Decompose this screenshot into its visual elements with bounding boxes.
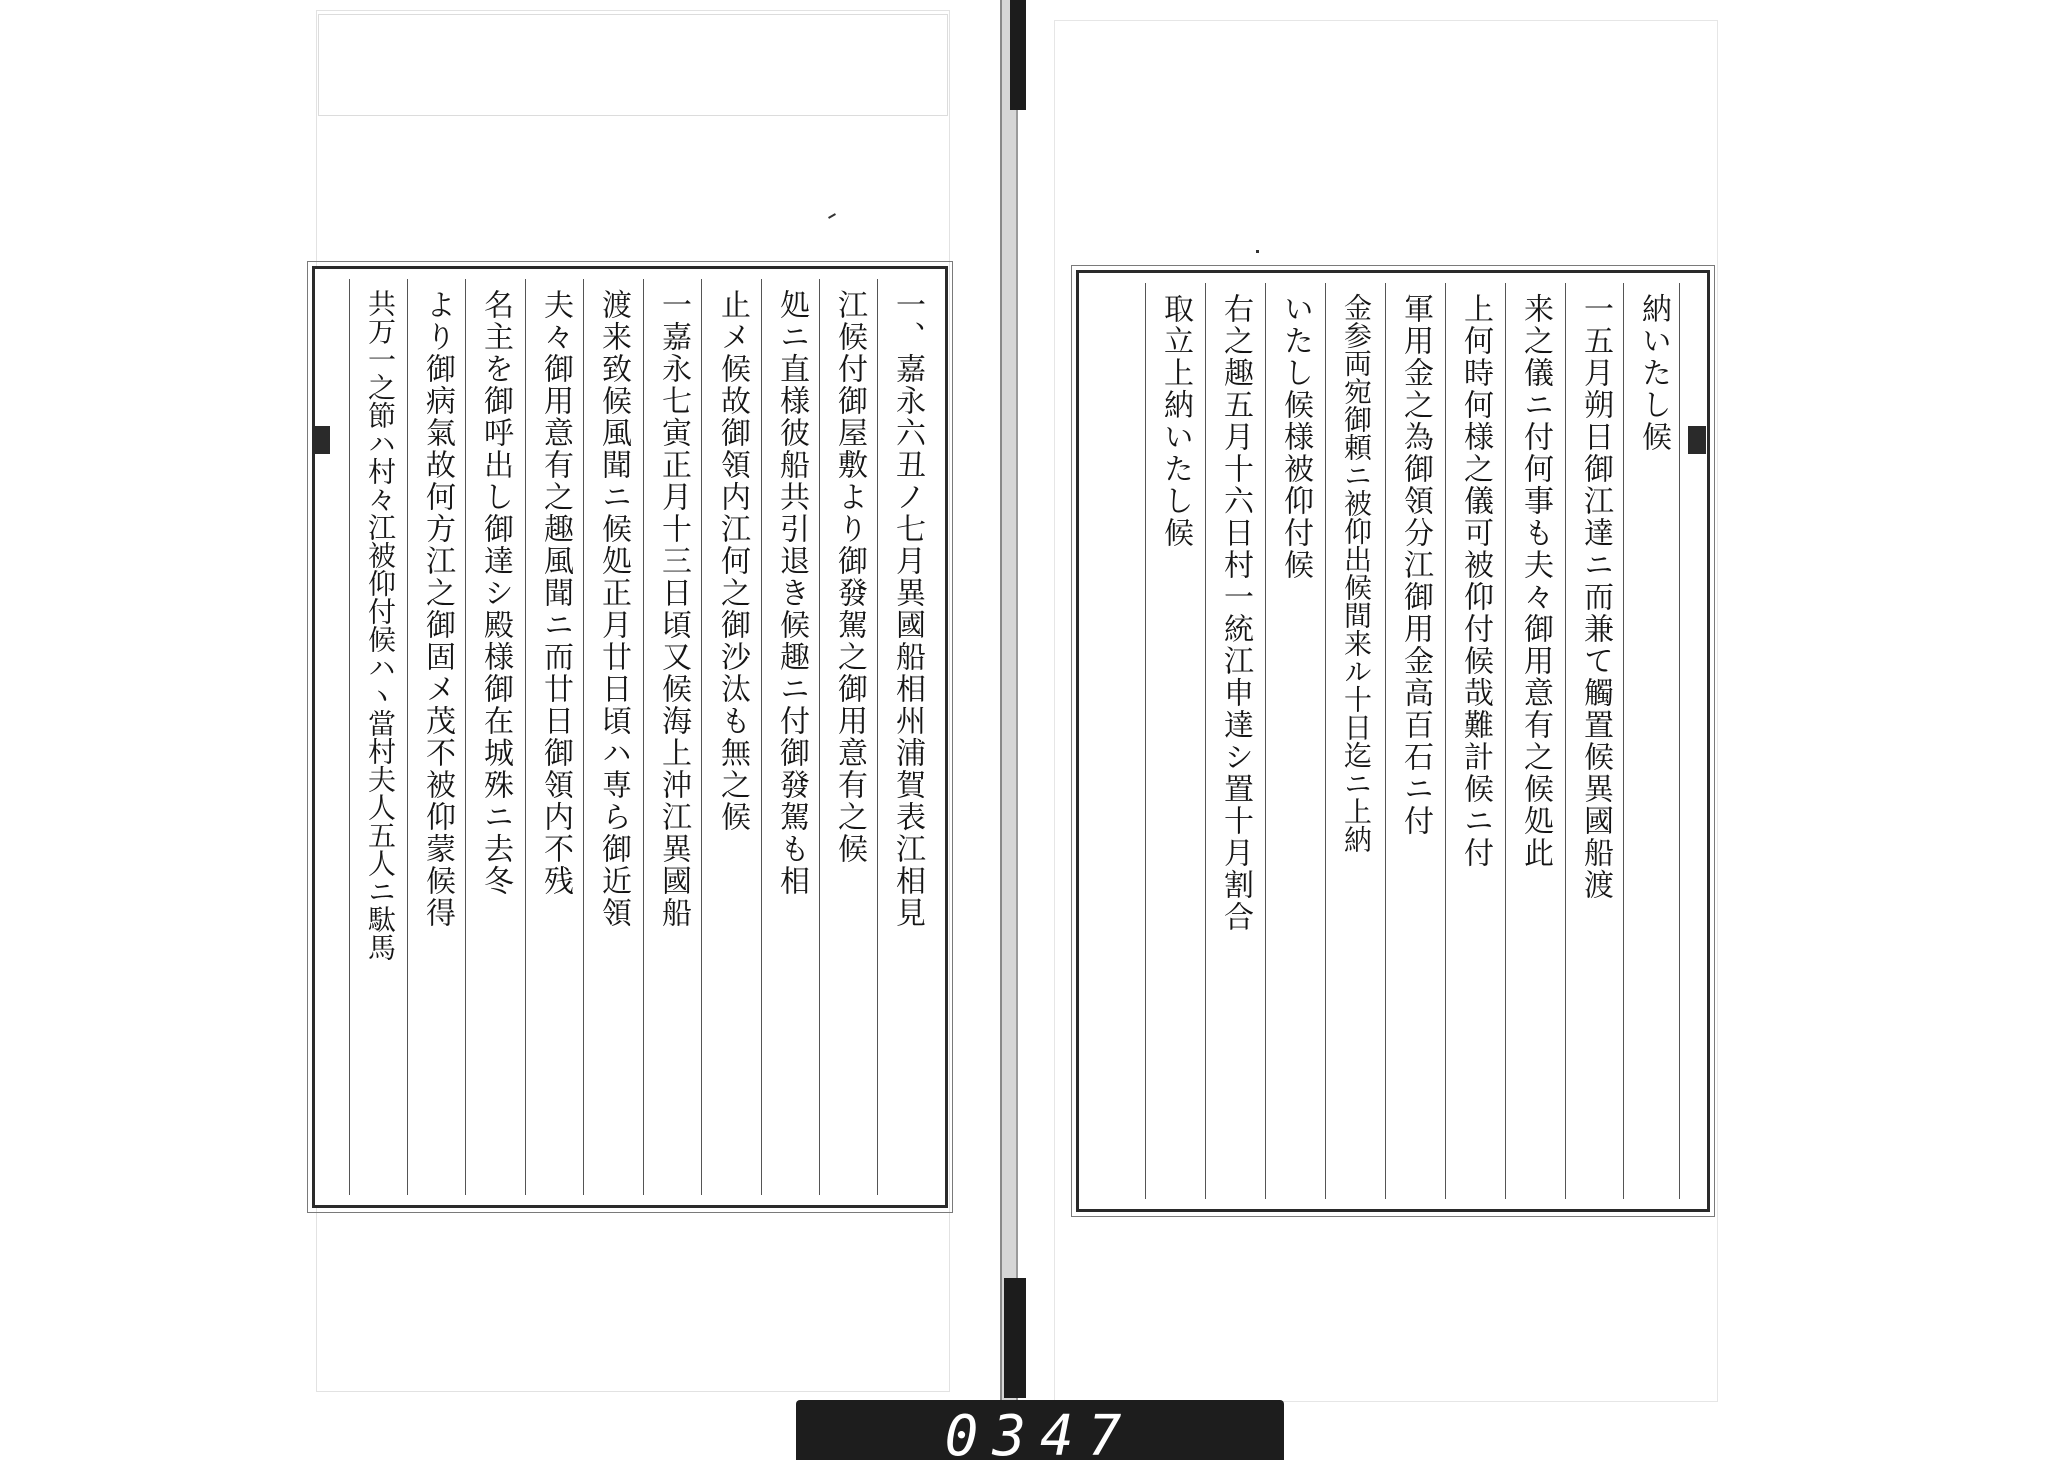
- right-page-panel: [1076, 270, 1710, 1212]
- left-panel-tab: [312, 426, 330, 454]
- rule-line: [1265, 283, 1266, 1199]
- manuscript-column: 処ニ直様彼船共引退き候趣ニ付御發駕も相: [774, 289, 809, 897]
- rule-line: [877, 279, 878, 1195]
- scan-speck: [1256, 250, 1259, 253]
- rule-line: [465, 279, 466, 1195]
- rule-line: [1679, 283, 1680, 1199]
- rule-line: [701, 279, 702, 1195]
- rule-line: [1325, 283, 1326, 1199]
- manuscript-column: 軍用金之為御領分江御用金高百石ニ付: [1398, 293, 1433, 837]
- manuscript-column: 一五月朔日御江達ニ而兼て觸置候異國船渡: [1578, 293, 1613, 901]
- archive-number-stamp: [796, 1400, 1284, 1469]
- manuscript-column: 取立上納いたし候: [1158, 293, 1193, 549]
- archive-number: 0347: [944, 1404, 1136, 1469]
- manuscript-column: 名主を御呼出し御達シ殿様御在城殊ニ去冬: [478, 289, 513, 897]
- manuscript-column: いたし候様被仰付候: [1278, 293, 1313, 581]
- rule-line: [819, 279, 820, 1195]
- manuscript-column: 来之儀ニ付何事も夫々御用意有之候処此: [1518, 293, 1553, 869]
- manuscript-column: 金参両宛御頼ニ被仰出候間来ル十日迄ニ上納: [1340, 293, 1373, 853]
- rule-line: [1205, 283, 1206, 1199]
- rule-line: [1385, 283, 1386, 1199]
- manuscript-column: 夫々御用意有之趣風聞ニ而廿日御領内不残: [538, 289, 573, 897]
- spine-clip-bottom: [1004, 1278, 1026, 1398]
- rule-line: [1445, 283, 1446, 1199]
- manuscript-column: 渡来致候風聞ニ候処正月廿日頃ハ専ら御近領: [596, 289, 631, 929]
- manuscript-column: 一嘉永七寅正月十三日頃又候海上沖江異國船: [656, 289, 691, 929]
- left-page-upper-border: [318, 14, 948, 116]
- rule-line: [1565, 283, 1566, 1199]
- rule-line: [1145, 283, 1146, 1199]
- manuscript-column: 江候付御屋敷より御發駕之御用意有之候: [832, 289, 867, 865]
- rule-line: [643, 279, 644, 1195]
- right-panel-tab: [1688, 426, 1706, 454]
- spine-clip-top: [1010, 0, 1026, 110]
- manuscript-column: 右之趣五月十六日村一統江申達シ置十月割合: [1218, 293, 1253, 933]
- manuscript-column: 納いたし候: [1636, 293, 1671, 453]
- manuscript-column: 上何時何様之儀可被仰付候哉難計候ニ付: [1458, 293, 1493, 869]
- rule-line: [407, 279, 408, 1195]
- left-page-panel: [312, 266, 948, 1208]
- manuscript-column: 共万一之節ハ村々江被仰付候ハヽ當村夫人五人ニ駄馬: [364, 289, 397, 961]
- rule-line: [761, 279, 762, 1195]
- book-spine: [1000, 0, 1018, 1410]
- rule-line: [349, 279, 350, 1195]
- manuscript-column: 止メ候故御領内江何之御沙汰も無之候: [715, 289, 750, 833]
- manuscript-column: 一、嘉永六丑ノ七月異國船相州浦賀表江相見: [890, 289, 925, 929]
- rule-line: [1505, 283, 1506, 1199]
- rule-line: [525, 279, 526, 1195]
- rule-line: [583, 279, 584, 1195]
- rule-line: [1623, 283, 1624, 1199]
- manuscript-column: より御病氣故何方江之御固メ茂不被仰蒙候得: [420, 289, 455, 929]
